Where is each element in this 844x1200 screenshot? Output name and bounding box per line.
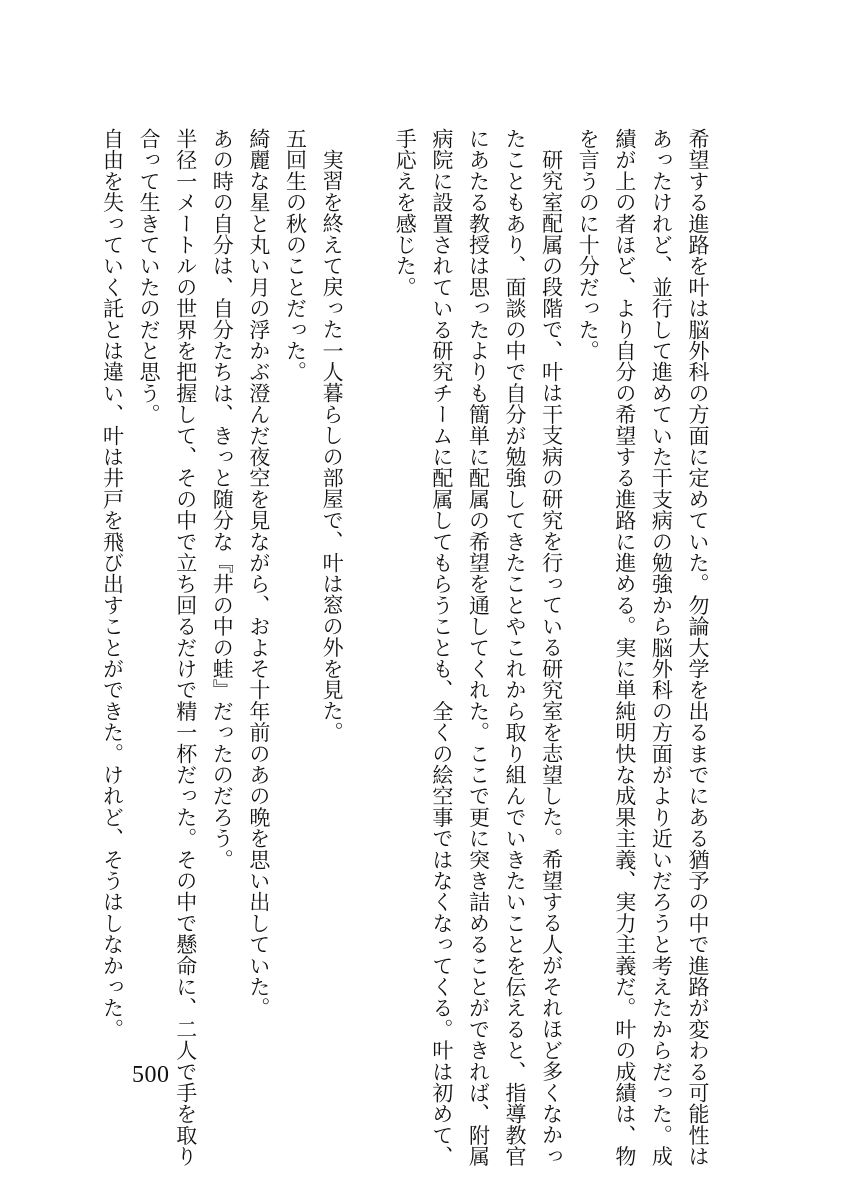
paragraph-3-line-6: 合って生きていたのだと思う。 bbox=[137, 128, 162, 425]
paragraph-2-line-2: たこともあり、面談の中で自分が勉強してきたことやこれから取り組んでいきたいことを伝えると、指導教官 bbox=[503, 128, 528, 1167]
paragraph-2-line-3: にあたる教授は思ったよりも簡単に配属の希望を通してくれた。ここで更に突き詰めることができれば、附属 bbox=[466, 128, 491, 1167]
paragraph-3-line-7: 自由を失っていく託とは違い、叶は井戸を飛び出すことができた。けれど、そうはしなかった。 bbox=[100, 128, 125, 1040]
paragraph-2-line-4: 病院に設置されている研究チームに配属してもらうことも、全くの絵空事ではなくなってくる。叶は初めて、 bbox=[429, 128, 454, 1167]
paragraph-3-line-1: 実習を終えて戻った一人暮らしの部屋で、叶は窓の外を見た。 bbox=[320, 149, 345, 743]
paragraph-3-line-4: あの時の自分は、自分たちは、きっと随分な『井の中の蛙』だったのだろう。 bbox=[210, 128, 235, 870]
scene-break bbox=[350, 128, 387, 1048]
paragraph-2-line-5: 手応えを感じた。 bbox=[393, 128, 418, 298]
paragraph-1-line-3: 績が上の者ほど、より自分の希望する進路に進める。実に単純明快な成果主義、実力主義だ。叶の成績は、物 bbox=[612, 128, 637, 1167]
paragraph-1-line-4: を言うのに十分だった。 bbox=[576, 128, 601, 362]
paragraph-1-line-2: あったけれど、並行して進めていた干支病の勉強から脳外科の方面がより近いだろうと考えたからだった。成 bbox=[649, 128, 674, 1167]
paragraph-3-line-2: 五回生の秋のことだった。 bbox=[283, 128, 308, 383]
page-number: 500 bbox=[132, 1062, 170, 1088]
paragraph-2-line-1: 研究室配属の段階で、叶は干支病の研究を行っている研究室を志望した。希望する人がそれほど多くなかっ bbox=[539, 149, 564, 1167]
paragraph-1-line-1: 希望する進路を叶は脳外科の方面に定めていた。勿論大学を出るまでにある猶予の中で進路が変わる可能性は bbox=[686, 128, 710, 1167]
paragraph-3-line-3: 綺麗な星と丸い月の浮かぶ澄んだ夜空を見ながら、およそ十年前のあの晩を思い出していた。 bbox=[246, 128, 271, 1019]
paragraph-3-line-5: 半径一メートルの世界を把握して、その中で立ち回るだけで精一杯だった。その中で懸命に、二人で手を取り bbox=[173, 128, 198, 1167]
